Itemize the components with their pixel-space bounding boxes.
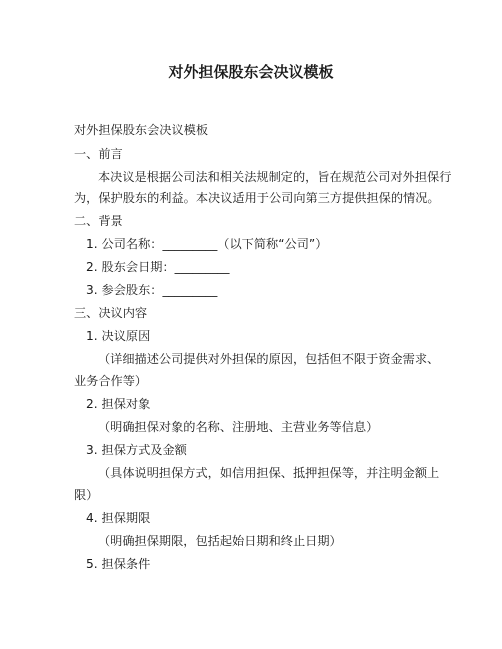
resolution-item-reason-detail-line1: （详细描述公司提供对外担保的原因，包括但不限于资金需求、: [98, 352, 440, 366]
document-title: 对外担保股东会决议模板: [168, 63, 334, 81]
background-item-company-name: 1. 公司名称：_________（以下简称“公司”）: [86, 237, 328, 251]
resolution-item-reason: 1. 决议原因: [86, 329, 151, 343]
background-item-meeting-date: 2. 股东会日期：_________: [86, 260, 230, 274]
resolution-item-reason-detail-line2: 业务合作等）: [74, 374, 148, 388]
resolution-item-guarantee-period-detail: （明确担保期限，包括起始日期和终止日期）: [98, 534, 342, 548]
resolution-item-method-amount-detail-line2: 限）: [74, 488, 99, 502]
resolution-item-method-amount-detail-line1: （具体说明担保方式，如信用担保、抵押担保等，并注明金额上: [98, 466, 440, 480]
document-subtitle: 对外担保股东会决议模板: [74, 123, 209, 137]
resolution-item-guarantee-conditions: 5. 担保条件: [86, 557, 151, 571]
background-item-attending-shareholders: 3. 参会股东：_________: [86, 283, 218, 297]
resolution-item-guarantee-target: 2. 担保对象: [86, 397, 151, 411]
section-heading-resolution: 三、决议内容: [74, 306, 148, 320]
section-heading-preface: 一、前言: [74, 147, 123, 161]
resolution-item-guarantee-target-detail: （明确担保对象的名称、注册地、主营业务等信息）: [98, 420, 379, 434]
section-heading-background: 二、背景: [74, 214, 123, 228]
preface-paragraph-line2: 为，保护股东的利益。本决议适用于公司向第三方提供担保的情况。: [74, 191, 440, 205]
resolution-item-method-amount: 3. 担保方式及金额: [86, 443, 187, 457]
resolution-item-guarantee-period: 4. 担保期限: [86, 511, 151, 525]
preface-paragraph-line1: 本决议是根据公司法和相关法规制定的，旨在规范公司对外担保行: [98, 170, 452, 184]
